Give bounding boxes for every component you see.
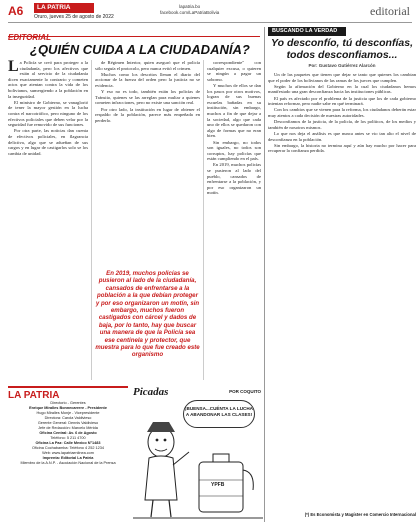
cartoon-title: Picadas (133, 386, 169, 398)
masthead-line: Web: www.lapatriaenlinea.com (42, 451, 94, 455)
masthead-title: LA PATRIA (8, 390, 60, 401)
page-header (0, 0, 420, 26)
opinion-tag: BUSCANDO LA VERDAD (268, 27, 346, 36)
cartoon-panel (133, 386, 263, 522)
editorial-column-2: de Régimen Interior, quien aseguró que el policía sólo seguía el protocolo, pero nunca evitó el crimen. Muchos como los descritos llenan el diario del accionar de la fuerza del orden pero la justicia no se evidencia. Y eso no es todo, también están los policías de Tránsito, quienes se las arreglan para multar a quienes cometen infracciones, pero no existe una sanción real. Por otro lado, la institución en lugar de obtener el respaldo de la población, parece más empeñada en perderlo. (95, 60, 200, 123)
editorial-column-3: correspondiente" con cualquier excusa, o quieren se ningún a pagar un soborno. Y muchos de ellos se dan los pasos por otros motivos, logran de sus buenas escuelas bañadas en su institución, sin embargo, muchos a fin de que dejar a la sociedad, algo que cada uno de ellos se quedaron con algo de formas que no eran bien. Sin embargo, no todos son iguales, no todos son corruptos, hay policías que están cumpliendo en el país. En 2019, muchos policías se pusieron al lado del pueblo, cansados de enfrentarse a la población, y por eso organizaron un motín. (207, 60, 261, 196)
opinion-headline: Yo desconfío, tú desconfías, todos desconfiamos... (271, 37, 413, 61)
masthead-line: Miembro de la A.N.P. - Asociación Nacional de la Prensa (20, 461, 116, 465)
masthead-line: Teléfono: 5 211 4700 (50, 436, 86, 440)
cartoon-byline: POR COQUITO (229, 389, 261, 394)
masthead-box (8, 386, 128, 522)
editorial-tag: EDITORIAL (8, 33, 51, 42)
masthead-line: Directorio - Gerentes (50, 401, 86, 405)
masthead-line: Oficina Cochabamba: Teléfono 4 252 1234 (32, 446, 104, 450)
section-divider (264, 27, 265, 522)
cartoon-illustration (133, 400, 263, 522)
date-line: Oruro, jueves 25 de agosto de 2022 (34, 14, 114, 20)
opinion-footer: (*) Es Economista y Magíster en Comercio Internacional (304, 512, 416, 517)
social-links: lapatria.bo facebook.com/LaPatriaBolivia (160, 4, 220, 15)
opinion-byline: Por: Gustavo Gutiérrez Alarcón (308, 63, 376, 68)
masthead-line: Directora: Carola Valdivieso (44, 416, 92, 420)
masthead-line: Enrique Miralles Bonnecarrere - Presidente (29, 406, 107, 410)
pull-quote: En 2019, muchos policías se pusieron al lado de la ciudadanía, cansados de enfrentarse a la población a la que debían proteger y por eso organizaron un motín, sin embargo, muchos fueron castigados con cárcel y dados de baja, por lo tanto, hay que buscar una manera de que la Policía sea ese centinela y protector, que muestra para lo que fue creado este organismo (95, 270, 200, 359)
header-divider (8, 22, 412, 23)
opinion-body: Un de las paquetes que tienen que dejar se tanto que quienes los cambian que el poder de los bolivianos de las ramas de los jueces que cumplen. Según la afirmación del Gobierno en la cual los ciudadanos hemos manifestado una gran desconfianza hacia las instituciones públicas. El país es afectado por el problema de la justicia que los de cada gobierno intentan reformar, pero nadie sabe en qué terminará. Con los cambios que se vienen para la reforma, los ciudadanos deberán estar muy atentos a cada decisión de nuestras autoridades. Desconfiamos de la justicia, de la policía, de los políticos, de los medios y también de nosotros mismos. Lo que nos deja el análisis es que nunca antes se vio tan alto el nivel de desconfianza en la población. Sin embargo, la historia no termina aquí y aún hay mucho por hacer para recuperar la confianza perdida. (268, 72, 416, 154)
masthead-line: Gerente General: Dennis Valdivieso (37, 421, 99, 425)
column-rule (91, 60, 92, 380)
editorial-column-1: La Policía se creó para proteger a la ciudadanía, pero los afectivos que están al servicio de la ciudadanía dicen exactamente lo contrario y cometen actos que atentan contra la vida de los bolivianos, sumergiendo a la población en la inseguridad. El ministro de Gobierno, se vanaglorió de tener la mayor gestión en la lucha contra el narcotráfico, pero ninguno de los efectivos policiales que deben velar por la seguridad fue removido de sus funciones. Por otra parte, las noticias dan cuenta de efectivos policiales, en flagrancia delictiva, algo que se adueñan de sus cargos y en lugar de castigarlos solo se los cambia de unidad. (8, 60, 88, 156)
page-number: A6 (8, 4, 24, 18)
drop-cap: L (8, 60, 19, 75)
cartoon-sign: YPFB (211, 482, 225, 488)
masthead-line: Oficina La Paz: Calle Mexico N°1483 (35, 441, 101, 445)
editorial-tagbar (8, 27, 260, 42)
masthead-line: Hugo Miralles Monje - Vicepresidente (36, 411, 100, 415)
masthead-line: Oficina Central: Av. 6 de Agosto (39, 431, 97, 435)
section-title: editorial (370, 4, 410, 18)
brand-logo: LA PATRIA (34, 3, 94, 13)
editorial-headline: ¿QUIÉN CUIDA A LA CIUDADANÍA? (30, 42, 250, 57)
column-rule (203, 60, 204, 380)
speech-bubble: ¡BUENSA...CUÉNTA LA LUCHA A ABANDONAR LAS CLASES! (183, 400, 255, 428)
masthead-line: Imprenta: Editorial La Patria (42, 456, 94, 460)
masthead-line: Jefe de Redacción: Marcelo Mérida (38, 426, 98, 430)
